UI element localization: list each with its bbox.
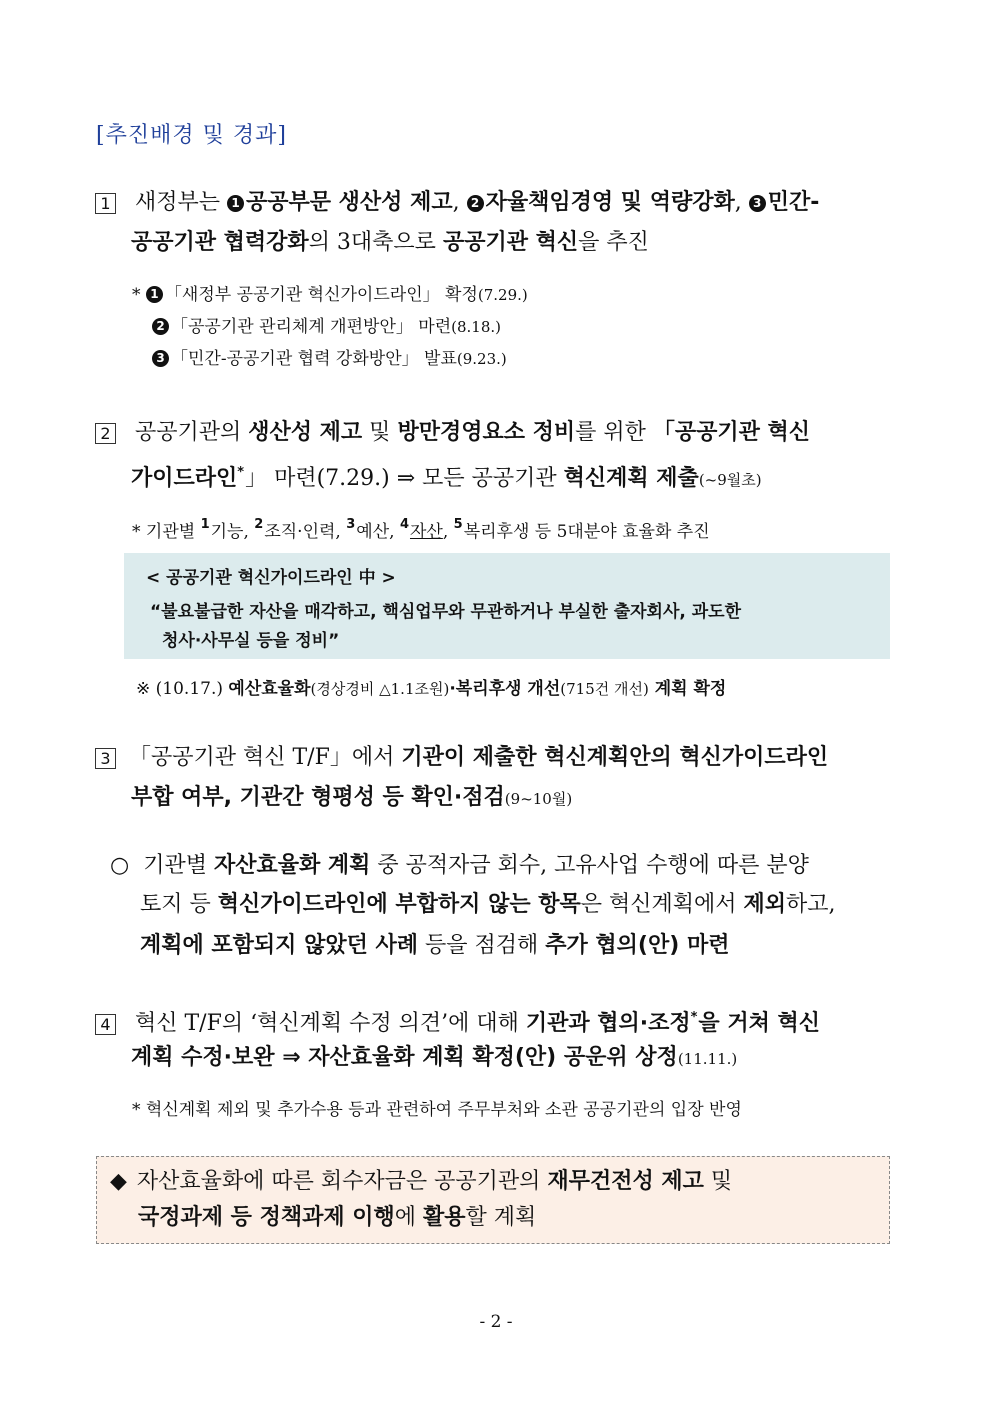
s3-bold: 혁신가이드라인에 부합하지 않는 항목	[217, 892, 581, 917]
ref-text: ※ (10.17.)	[136, 679, 229, 699]
s2-bold: 「공공기관 혁신	[652, 420, 811, 445]
s1-note-3	[152, 344, 507, 375]
footnote-marker: *	[237, 465, 245, 480]
section-title: [추진배경 및 경과]	[96, 123, 287, 148]
circled-number-icon: 2	[467, 195, 484, 212]
s1-text: 의 3대축으로	[308, 230, 443, 255]
circled-number-icon: 2	[254, 517, 264, 532]
circled-number-icon: 1	[200, 517, 210, 532]
s3-text: 등을 점검해	[418, 933, 546, 958]
s1-note-1	[132, 280, 528, 311]
s4-text: 혁신 T/F의 ‘혁신계획 수정 의견’에 대해	[135, 1011, 526, 1036]
s2-text: 」 마련(7.29.) ⇒ 모든 공공기관	[245, 466, 564, 491]
ref-bold: 계획 확정	[648, 679, 727, 699]
section-3-line-2	[131, 780, 572, 817]
summary-text: 에	[394, 1205, 424, 1230]
diamond-bullet-icon: ◆	[110, 1169, 127, 1194]
s2-reference	[136, 674, 726, 705]
note-item: 예산,	[356, 522, 400, 542]
ref-small: (715건 개선)	[560, 680, 649, 698]
s2-date: (~9월초)	[698, 471, 762, 489]
summary-line-1	[110, 1164, 732, 1200]
section-number-4: 4	[95, 1014, 116, 1035]
summary-bold: 활용	[423, 1205, 466, 1230]
circled-number-icon: 3	[749, 195, 766, 212]
s3-text: 토지 등	[140, 892, 218, 917]
s1-text: 새정부는	[135, 190, 228, 215]
s1-bold: 공공기관 협력강화	[131, 230, 309, 255]
s1-bold: 공공부문 생산성 제고	[246, 190, 453, 215]
s3-text: 하고,	[786, 892, 836, 917]
s1-text: ,	[734, 190, 749, 215]
summary-text: 자산효율화에 따른 회수자금은 공공기관의	[136, 1169, 548, 1194]
quote-title: < 공공기관 혁신가이드라인 中 >	[146, 568, 396, 588]
s3-text: 은 혁신계획에서	[580, 892, 744, 917]
circled-number-icon: 5	[453, 517, 463, 532]
page-number: - 2 -	[479, 1312, 513, 1332]
s1-bold: 민간-	[767, 190, 820, 215]
note-text: * 기관별	[132, 522, 201, 542]
summary-text: 할 계획	[465, 1205, 537, 1230]
circled-number-icon: 4	[399, 517, 409, 532]
s3-bullet-line-3	[140, 928, 729, 964]
section-4	[95, 1000, 820, 1042]
s4-note: * 혁신계획 제외 및 추가수용 등과 관련하여 주무부처와 소관 공공기관의 입장 반영	[132, 1100, 742, 1120]
s1-text: 을 추진	[578, 230, 649, 255]
s4-bold: 계획 수정·보완 ⇒ 자산효율화 계획 확정(안) 공운위 상정	[131, 1045, 678, 1070]
section-number-3: 3	[95, 748, 116, 769]
note-date: (9.23.)	[456, 350, 507, 368]
summary-text: 및	[703, 1169, 733, 1194]
s3-bold: 추가 협의(안) 마련	[545, 933, 730, 958]
note-date: (7.29.)	[477, 286, 528, 304]
ref-bold: 예산효율화	[228, 679, 311, 699]
s3-text: 중 공적자금 회수, 고유사업 수행에 따른 분양	[370, 853, 809, 878]
s1-bold: 자율책임경영 및 역량강화	[485, 190, 735, 215]
note-item-underlined: 자산	[409, 522, 443, 542]
circled-number-icon: 1	[146, 286, 163, 303]
s2-text: 공공기관의	[135, 420, 249, 445]
note-item: 복리후생 등 5대분야 효율화 추진	[463, 522, 710, 542]
section-2	[95, 415, 810, 451]
note-date: (8.18.)	[451, 318, 501, 336]
s2-text: 및	[362, 420, 398, 445]
note-text: 「공공기관 관리체계 개편방안」 마련	[171, 317, 452, 337]
s4-bold: 기관과 협의·조정	[525, 1011, 691, 1036]
circled-number-icon: 1	[227, 195, 244, 212]
s3-bullet-line-2	[140, 887, 836, 923]
s3-text: 「공공기관 혁신 T/F」에서	[129, 745, 402, 770]
s1-text: ,	[452, 190, 467, 215]
s3-bold: 자산효율화 계획	[213, 853, 371, 878]
s3-date: (9~10월)	[504, 790, 573, 808]
section-1	[95, 185, 819, 221]
circled-number-icon: 3	[152, 350, 169, 367]
circled-number-icon: 2	[152, 318, 169, 335]
s3-bold: 기관이 제출한 혁신계획안의 혁신가이드라인	[401, 745, 829, 770]
summary-bold: 재무건전성 제고	[547, 1169, 704, 1194]
s2-bold: 혁신계획 제출	[563, 466, 699, 491]
note-item: 기능,	[210, 522, 255, 542]
s3-bold: 부합 여부, 기관간 형평성 등 확인·점검	[131, 785, 505, 810]
s3-bullet-para	[110, 848, 809, 884]
section-4-line-2	[131, 1040, 737, 1077]
s3-text: 기관별	[143, 853, 214, 878]
note-item: 조직·인력,	[264, 522, 347, 542]
ref-small: (경상경비 △1.1조원)	[310, 680, 450, 698]
section-number-1: 1	[95, 193, 116, 214]
s2-bold: 가이드라인	[131, 466, 238, 491]
s3-bold: 제외	[743, 892, 787, 917]
footnote-marker: *	[690, 1010, 698, 1025]
section-3	[95, 740, 828, 776]
circle-bullet-icon: ○	[110, 853, 130, 878]
circled-number-icon: 3	[346, 517, 356, 532]
s1-bold: 공공기관 혁신	[442, 230, 579, 255]
section-2-line-2	[131, 455, 762, 498]
s2-bold: 방만경영요소 정비	[397, 420, 576, 445]
s2-bold: 생산성 제고	[248, 420, 363, 445]
s4-date: (11.11.)	[677, 1050, 738, 1068]
quote-line-2: 청사·사무실 등을 정비”	[162, 631, 340, 651]
note-marker: *	[132, 285, 146, 305]
s3-bold: 계획에 포함되지 않았던 사례	[140, 933, 419, 958]
s2-note	[132, 509, 710, 548]
note-sep: ,	[442, 522, 454, 542]
summary-bold: 국정과제 등 정책과제 이행	[138, 1205, 395, 1230]
s2-text: 를 위한	[575, 420, 653, 445]
summary-line-2	[138, 1200, 536, 1236]
note-text: 「민간-공공기관 협력 강화방안」 발표	[171, 349, 457, 369]
ref-bold: ·복리후생 개선	[449, 679, 561, 699]
s1-note-2	[152, 312, 501, 343]
section-1-line-2	[131, 225, 649, 261]
s4-bold: 을 거쳐 혁신	[698, 1011, 821, 1036]
quote-line-1: “불요불급한 자산을 매각하고, 핵심업무와 무관하거나 부실한 출자회사, 과도한	[150, 602, 742, 622]
note-text: 「새정부 공공기관 혁신가이드라인」 확정	[164, 285, 478, 305]
section-number-2: 2	[95, 423, 116, 444]
